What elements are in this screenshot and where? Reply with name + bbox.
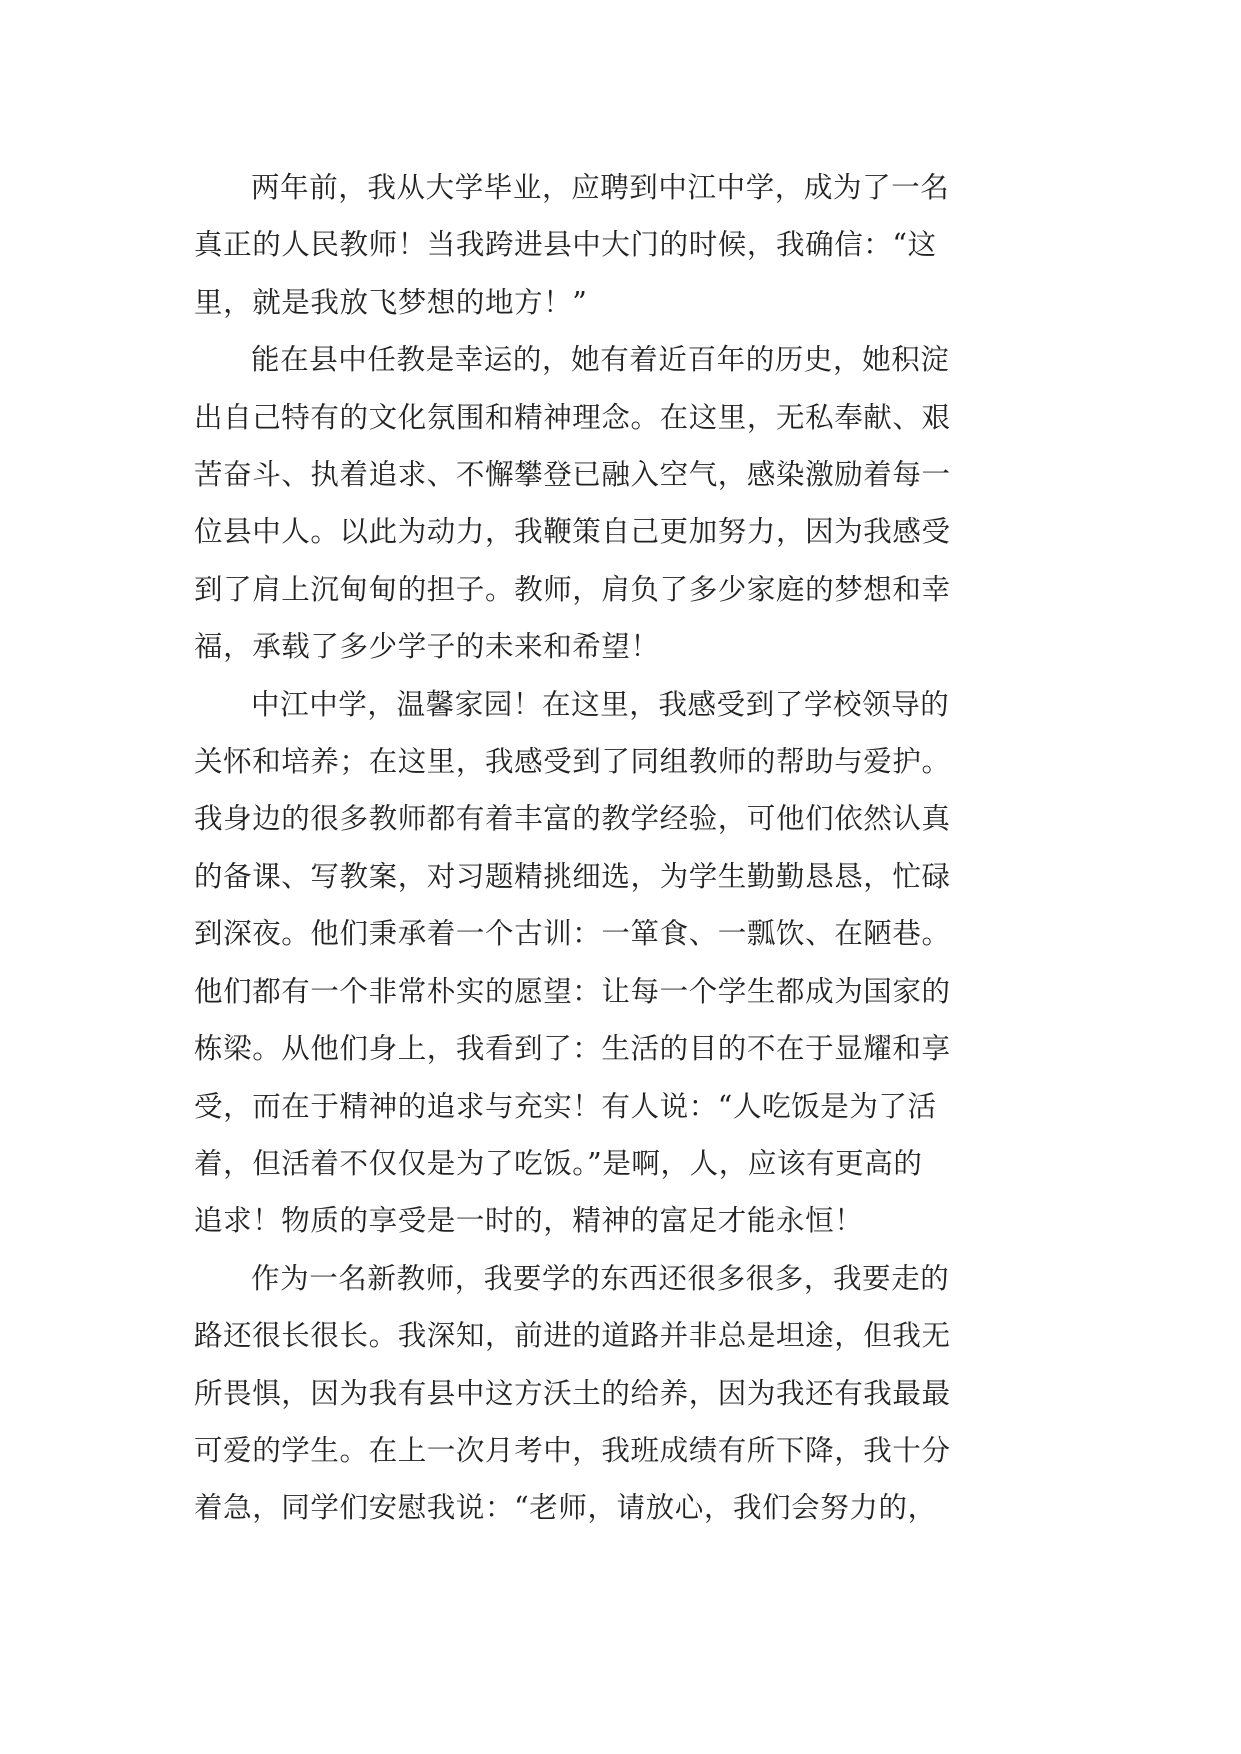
text-line: 福，承载了多少学子的未来和希望！ (194, 630, 660, 664)
text-line: 追求！物质的享受是一时的，精神的富足才能永恒！ (194, 1204, 864, 1238)
text-line: 能在县中任教是幸运的，她有着近百年的历史，她积淀 (251, 343, 950, 377)
text-line: 苦奋斗、执着追求、不懈攀登已融入空气，感染激励着每一 (194, 458, 951, 492)
text-line: 到了肩上沉甸甸的担子。教师，肩负了多少家庭的梦想和幸 (194, 572, 951, 606)
text-line: 关怀和培养；在这里，我感受到了同组教师的帮助与爱护。 (194, 745, 951, 779)
text-line: 里，就是我放飞梦想的地方！” (194, 285, 588, 319)
paragraph-3 (194, 676, 1054, 1250)
text-line: 真正的人民教师！当我跨进县中大门的时候，我确信：“这 (194, 228, 937, 262)
text-line: 到深夜。他们秉承着一个古训：一箪食、一瓢饮、在陋巷。 (194, 917, 951, 951)
paragraph-4 (194, 1250, 1054, 1537)
text-line: 着急，同学们安慰我说：“老师，请放心，我们会努力的， (194, 1491, 937, 1525)
text-line: 中江中学，温馨家园！在这里，我感受到了学校领导的 (251, 687, 950, 721)
text-line: 路还很长很长。我深知，前进的道路并非总是坦途，但我无 (194, 1319, 951, 1353)
text-line: 两年前，我从大学毕业，应聘到中江中学，成为了一名 (251, 171, 950, 204)
text-line: 我身边的很多教师都有着丰富的教学经验，可他们依然认真 (194, 802, 951, 836)
text-line: 栋梁。从他们身上，我看到了：生活的目的不在于显耀和享 (194, 1032, 951, 1066)
text-line: 出自己特有的文化氛围和精神理念。在这里，无私奉献、艰 (194, 400, 951, 434)
text-line: 所畏惧，因为我有县中这方沃土的给养，因为我还有我最最 (194, 1376, 951, 1410)
paragraph-2 (194, 331, 1054, 675)
text-line: 位县中人。以此为动力，我鞭策自己更加努力，因为我感受 (194, 515, 951, 549)
text-line: 受，而在于精神的追求与充实！有人说：“人吃饭是为了活 (194, 1089, 937, 1123)
text-line: 着，但活着不仅仅是为了吃饭。”是啊，人，应该有更高的 (194, 1146, 923, 1180)
text-line: 作为一名新教师，我要学的东西还很多很多，我要走的 (251, 1261, 950, 1295)
paragraph-1 (194, 159, 1054, 331)
text-line: 的备课、写教案，对习题精挑细选，为学生勤勤恳恳，忙碌 (194, 859, 951, 893)
document-body (194, 159, 1054, 1537)
text-line: 可爱的学生。在上一次月考中，我班成绩有所下降，我十分 (194, 1433, 951, 1467)
text-line: 他们都有一个非常朴实的愿望：让每一个学生都成为国家的 (194, 974, 951, 1008)
